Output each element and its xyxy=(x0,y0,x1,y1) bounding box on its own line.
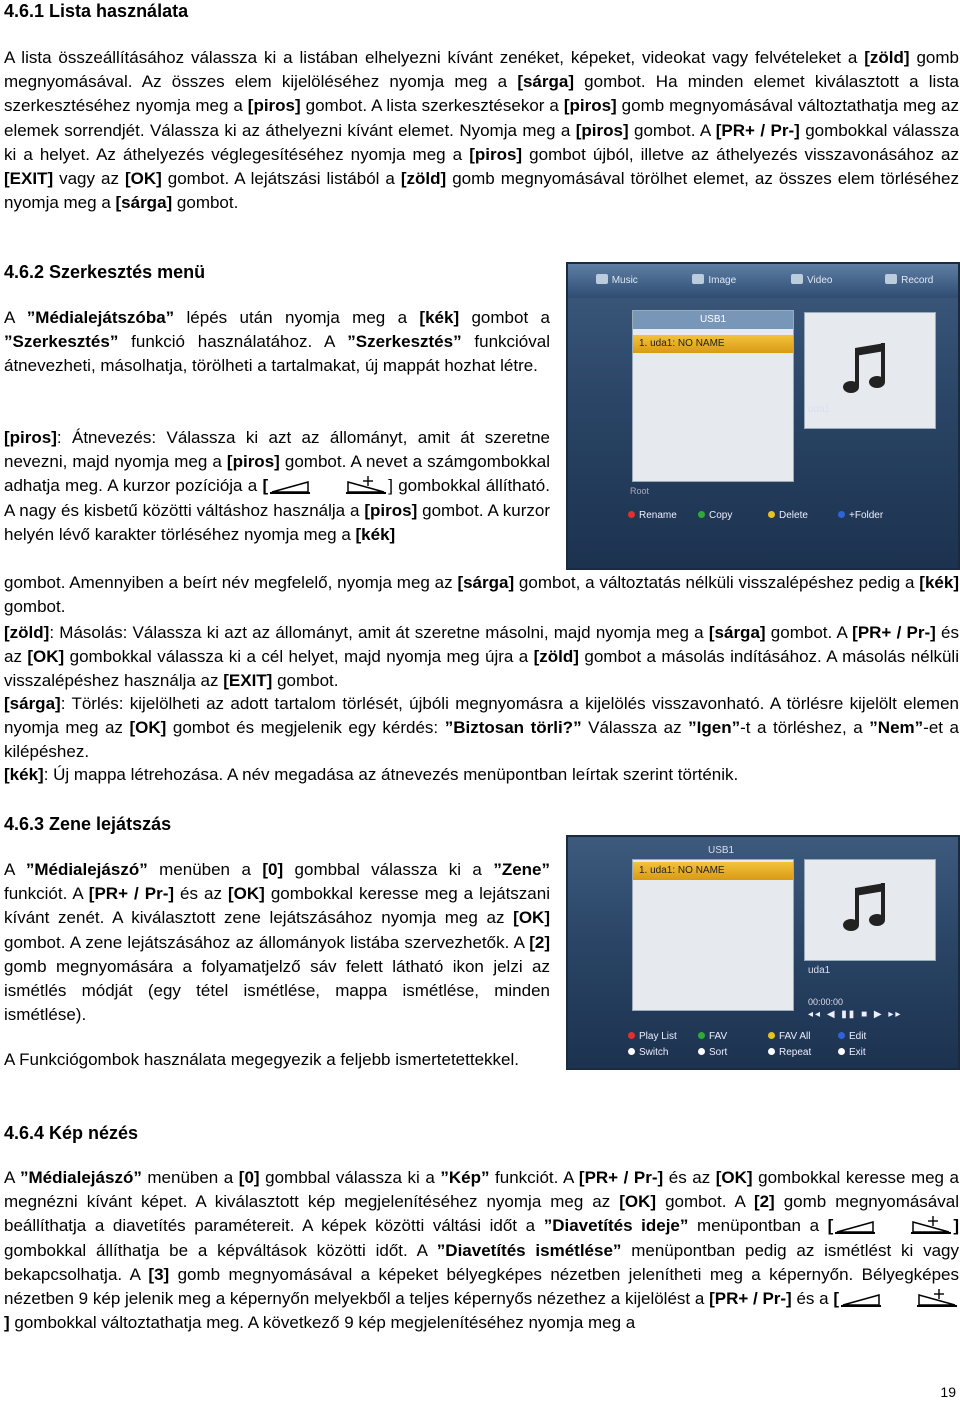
folder-label: Root xyxy=(630,486,650,496)
yellow-dot-icon xyxy=(768,511,775,518)
tab-music xyxy=(568,264,666,298)
function-buttons xyxy=(628,508,940,524)
button-label: FAV xyxy=(709,1031,728,1042)
button-label: Rename xyxy=(639,510,677,521)
tab-record xyxy=(861,264,959,298)
white-dot-icon xyxy=(698,1048,705,1055)
list-item: 1. uda1: NO NAME xyxy=(633,335,793,353)
music-player-screenshot xyxy=(566,835,960,1070)
list-item: 1. uda1: NO NAME xyxy=(633,862,793,880)
exit-button xyxy=(838,1045,908,1061)
green-dot-icon xyxy=(698,1032,705,1039)
white-dot-icon xyxy=(768,1048,775,1055)
cursor-left-right-keys-icon xyxy=(833,1214,953,1234)
button-label: Play List xyxy=(639,1031,677,1042)
fav-all-button xyxy=(768,1029,838,1045)
playlist-button xyxy=(628,1029,698,1045)
section-4-6-1-title: 4.6.1 Lista használata xyxy=(4,1,189,21)
button-label: Edit xyxy=(849,1031,867,1042)
section-4-6-2-intro: A ”Médialejátszóba” lépés után nyomja meg a [kék] gombot a ”Szerkesztés” funkció használatához. A ”Szerkesztés” funkcióval átnevezheti, másolhatja, törölheti a tartalmakat, új mappát hozhat létre. xyxy=(4,308,551,376)
rename-paragraph-end: gombot. Amennyiben a beírt név megfelelő, nyomja meg az [sárga] gombot, a változtatás nélküli visszalépéshez pedig a [kék] gombot. xyxy=(4,573,959,617)
button-label: Delete xyxy=(779,510,808,521)
section-4-6-1-body: A lista összeállításához válassza ki a listában elhelyezni kívánt zenéket, képeket, videokat vagy felvételeket a [zöld] gomb megnyomásával. Az összes elem kijelöléséhez nyomja meg a [sárga] gombot. Ha minden elemet kiválasztott a lista szerkesztéséhez nyomja meg a [piros] gombot. A lista szerkesztésekor a [piros] gomb megnyomásával változtathatja meg az elemek sorrendjét. Válassza ki az áthelyezni kívánt elemet. Nyomja meg a [piros] gombot. A [PR+ / Pr-] gombokkal válassza ki a helyet. Az áthelyezés véglegesítéséhez nyomja meg a [piros] gombot újból, illetve az áthelyezés visszavonásához az [EXIT] vagy az [OK] gombot. A lejátszási listából a [zöld] gomb megnyomásával törölhet elemet, az összes elem törléséhez nyomja meg a [sárga] gombot. xyxy=(4,48,960,213)
elapsed-time: 00:00:00 xyxy=(808,997,844,1007)
rename-button xyxy=(628,508,698,524)
white-dot-icon xyxy=(628,1048,635,1055)
music-tab-icon xyxy=(596,274,608,284)
cursor-left-right-keys-icon xyxy=(839,1287,959,1307)
section-4-6-3-note: A Funkciógombok használata megegyezik a feljebb ismertetettekkel. xyxy=(4,1050,519,1069)
section-4-6-3-title: 4.6.3 Zene lejátszás xyxy=(4,814,172,834)
new-folder-paragraph: [kék]: Új mappa létrehozása. A név megadása az átnevezés menüpontban leírtak szerint történik. xyxy=(4,765,739,784)
player-controls: ◂◂ ◀ ▮▮ ■ ▶ ▸▸ xyxy=(808,1009,903,1020)
sort-button xyxy=(698,1045,768,1061)
image-text-1: A ”Médialejászó” menüben a [0] gombbal válassza ki a ”Kép” funkciót. A [PR+ / Pr-] és az [OK] gombokkal keresse meg a megnézni kívánt képet. A kiválasztott kép megjelenítéséhez nyomja meg az [OK] gombot. A [2] gomb megnyomásával beállíthatja a diavetítés paramétereit. A képek közötti váltási időt a ”Diavetítés ideje” menüpontban a [ xyxy=(4,1168,960,1236)
blue-dot-icon xyxy=(838,1032,845,1039)
rename-text-2: ] gombokkal állítható. A nagy és kisbetű közötti váltáshoz használja a [piros] gombot. A kurzor helyén lévő karakter törléséhez nyomja meg a [kék] xyxy=(4,476,550,544)
switch-button xyxy=(628,1045,698,1061)
green-dot-icon xyxy=(698,511,705,518)
red-dot-icon xyxy=(628,1032,635,1039)
media-tabs xyxy=(568,264,958,298)
copy-button xyxy=(698,508,768,524)
button-label: Exit xyxy=(849,1047,866,1058)
image-text-2: ] gombokkal állíthatja be a képváltások közötti időt. A ”Diavetítés ismétlése” menüpontban pedig az ismétlést ki vagy bekapcsolhatja. A [3] gomb megnyomásával a képeket bélyegképes nézetben jelenítheti meg a képernyőn. Bélyegképes nézetben 9 kép jelenik meg a képernyőn melyekből a teljes képernyős nézethez a kijelölést a [PR+ / Pr-] és a [ xyxy=(4,1216,960,1309)
tab-video xyxy=(763,264,861,298)
button-label: +Folder xyxy=(849,510,884,521)
button-label: FAV All xyxy=(779,1031,811,1042)
rename-paragraph xyxy=(4,426,550,547)
image-text-3: ] gombokkal változtathatja meg. A következő 9 kép megjelenítéséhez nyomja meg a xyxy=(4,1313,636,1333)
red-dot-icon xyxy=(628,511,635,518)
section-4-6-2-title: 4.6.2 Szerkesztés menü xyxy=(4,262,206,282)
function-buttons xyxy=(628,1029,940,1061)
repeat-button xyxy=(768,1045,838,1061)
blue-dot-icon xyxy=(838,511,845,518)
usb-header: USB1 xyxy=(633,311,793,329)
copy-paragraph: [zöld]: Másolás: Válassza ki azt az állományt, amit át szeretne másolni, majd nyomja meg a [sárga] gombot. A [PR+ / Pr-] és az [OK] gombokkal válassza ki a cél helyet, majd nyomja meg újra a [zöld] gombot a másolás indításához. A másolás nélküli visszalépéshez használja az [EXIT] gombot. xyxy=(4,623,960,691)
device-label: uda1 xyxy=(808,965,831,976)
image-tab-icon xyxy=(692,274,704,284)
bracket-open: [ xyxy=(262,476,269,496)
delete-paragraph: [sárga]: Törlés: kijelölheti az adott tartalom törlését, újbóli megnyomásra a kijelölés visszavonható. A törlésre kijelölt elemen nyomja meg az [OK] gombot és megjelenik egy kérdés: ”Biztosan törli?” Válassza az ”Igen”-t a törléshez, a ”Nem”-et a kilépéshez. xyxy=(4,694,959,762)
video-tab-icon xyxy=(791,274,803,284)
tab-label: Video xyxy=(807,275,833,286)
fav-button xyxy=(698,1029,768,1045)
cursor-left-right-keys-icon xyxy=(268,474,388,494)
button-label: Switch xyxy=(639,1047,669,1058)
file-list xyxy=(632,859,794,1011)
rename-text: [piros]: Átnevezés: Válassza ki azt az állományt, amit át szeretne nevezni, majd nyomja meg a [piros] gombot. A nevet a számgombokkal adhatja meg. A kurzor pozíciója a xyxy=(4,428,550,496)
yellow-dot-icon xyxy=(768,1032,775,1039)
preview-panel xyxy=(804,859,936,961)
page-number: 19 xyxy=(940,1384,956,1400)
edit-menu-screenshot xyxy=(566,262,960,570)
tab-label: Record xyxy=(901,275,934,286)
tab-label: Music xyxy=(611,275,638,286)
white-dot-icon xyxy=(838,1048,845,1055)
section-4-6-4-title: 4.6.4 Kép nézés xyxy=(4,1123,139,1143)
section-4-6-4-body xyxy=(4,1166,959,1335)
usb-header: USB1 xyxy=(708,845,735,856)
button-label: Sort xyxy=(709,1047,728,1058)
record-tab-icon xyxy=(885,274,897,284)
delete-button xyxy=(768,508,838,524)
edit-button xyxy=(838,1029,908,1045)
button-label: Copy xyxy=(709,510,733,521)
tab-image xyxy=(666,264,764,298)
tab-label: Image xyxy=(708,275,737,286)
button-label: Repeat xyxy=(779,1047,812,1058)
device-label: uda1 xyxy=(808,404,831,415)
new-folder-button xyxy=(838,508,908,524)
section-4-6-3-body: A ”Médialejászó” menüben a [0] gombbal válassza ki a ”Zene” funkciót. A [PR+ / Pr-] és az [OK] gombokkal keresse meg a lejátszani kívánt zenét. A kiválasztott zene lejátszásához nyomja meg az [OK] gombot. A zene lejátszásához az állományok listába szervezhetők. A [2] gomb megnyomására a folyamatjelző sáv felett látható ikon jelzi az ismétlés módját (egy tétel ismétlése, mappa ismétlése, minden ismétlése). xyxy=(4,860,551,1025)
file-list xyxy=(632,310,794,482)
music-note-icon xyxy=(805,860,935,960)
